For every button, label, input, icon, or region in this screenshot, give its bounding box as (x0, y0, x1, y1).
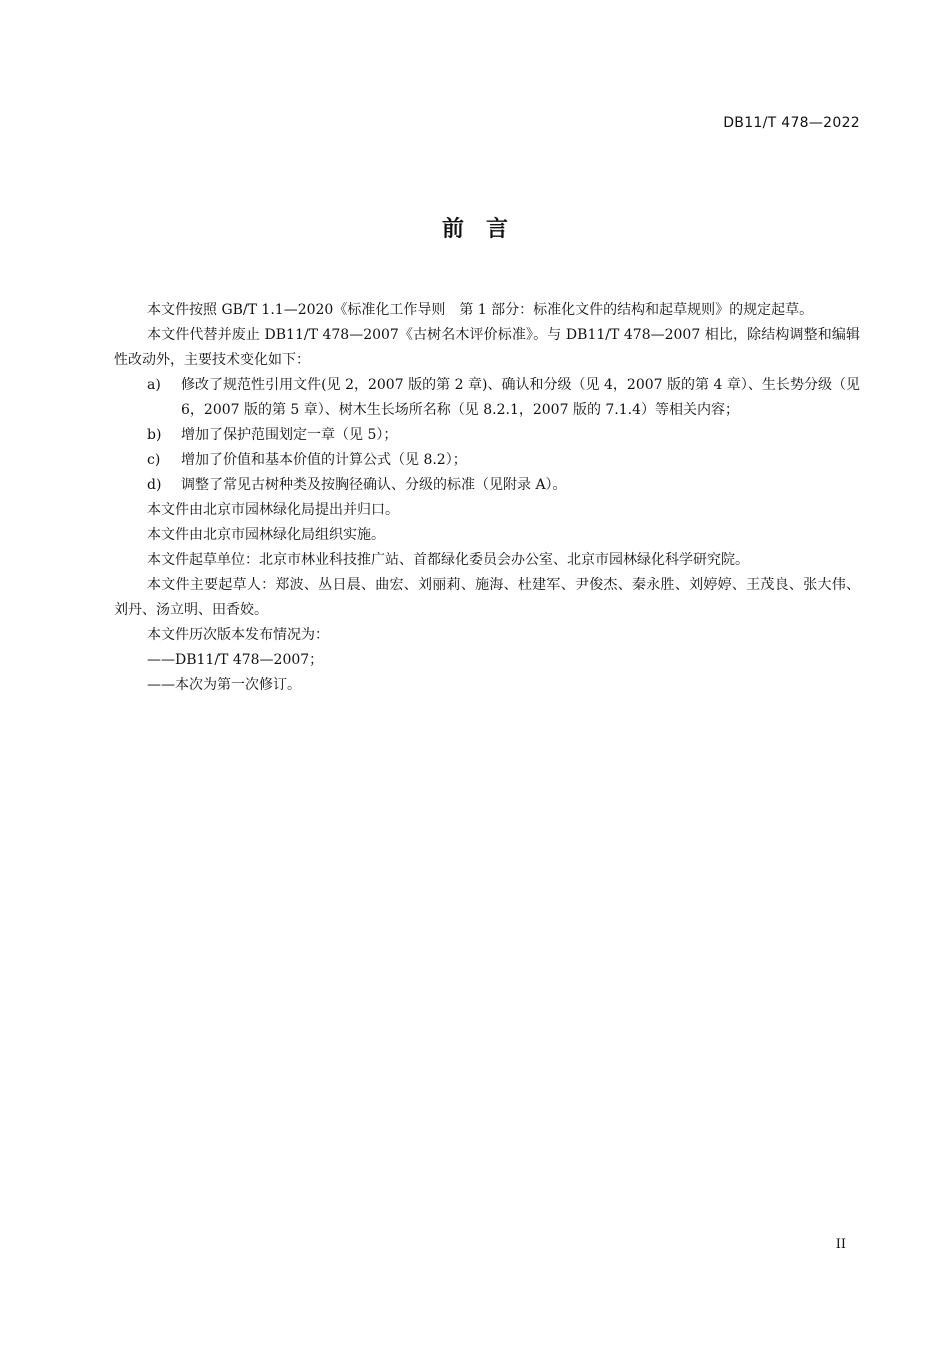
paragraph: 本文件起草单位：北京市林业科技推广站、首都绿化委员会办公室、北京市园林绿化科学研究院。 (147, 552, 749, 568)
paragraph: 本文件由北京市园林绿化局提出并归口。 (147, 502, 399, 518)
history-entry: ——DB11/T 478—2007； (147, 652, 324, 668)
page-number: II (835, 1237, 846, 1252)
list-marker: b) (147, 427, 162, 443)
list-marker: a) (147, 377, 161, 393)
paragraph: 本文件按照 GB/T 1.1—2020《标准化工作导则 第 1 部分：标准化文件的结构和起草规则》的规定起草。 (147, 302, 814, 318)
list-item (114, 423, 860, 448)
paragraph: 本文件代替并废止 DB11/T 478—2007《古树名木评价标准》。与 DB11/T 478—2007 相比，除结构调整和编辑性改动外，主要技术变化如下： (114, 327, 860, 368)
standard-code: DB11/T 478—2022 (723, 115, 860, 131)
list-item (114, 473, 860, 498)
paragraph: 本文件历次版本发布情况为： (147, 627, 329, 643)
history-entry: ——本次为第一次修订。 (147, 677, 301, 693)
list-item-text: 增加了保护范围划定一章（见 5）； (181, 427, 398, 443)
list-item-text: 修改了规范性引用文件(见 2，2007 版的第 2 章)、确认和分级（见 4，2007 版的第 4 章）、生长势分级（见 6，2007 版的第 5 章）、树木生长场所名称（见 8.2.1，2007 版的 7.1.4）等相关内容； (181, 377, 860, 418)
list-marker: c) (147, 452, 161, 468)
list-item-text: 调整了常见古树种类及按胸径确认、分级的标准（见附录 A）。 (181, 477, 567, 493)
paragraph: 本文件主要起草人：郑波、丛日晨、曲宏、刘丽莉、施海、杜建军、尹俊杰、秦永胜、刘婷婷、王茂良、张大伟、刘丹、汤立明、田香姣。 (114, 577, 860, 618)
page-title: 前言 (441, 217, 530, 242)
list-item (114, 373, 860, 423)
foreword-body (114, 298, 860, 698)
list-item (114, 448, 860, 473)
paragraph: 本文件由北京市园林绿化局组织实施。 (147, 527, 385, 543)
list-item-text: 增加了价值和基本价值的计算公式（见 8.2）； (181, 452, 467, 468)
list-marker: d) (147, 477, 162, 493)
